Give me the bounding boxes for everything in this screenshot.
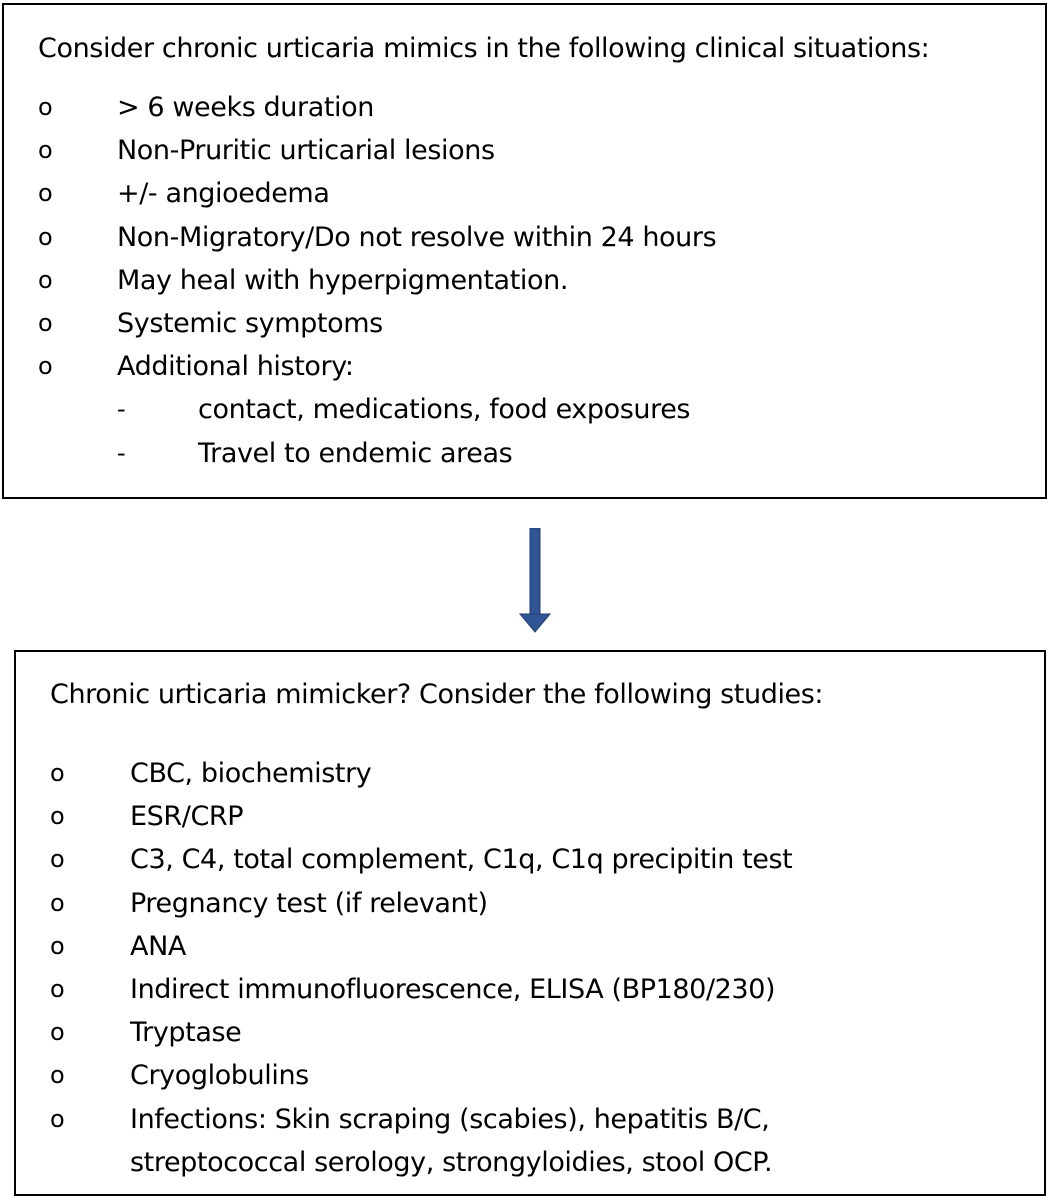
sub-list-item-text: Travel to endemic areas bbox=[198, 437, 513, 469]
list-item-text: C3, C4, total complement, C1q, C1q precipitin test bbox=[130, 844, 793, 876]
circle-bullet-icon: o bbox=[38, 136, 53, 165]
list-item-text: Cryoglobulins bbox=[130, 1060, 309, 1092]
studies-heading: Chronic urticaria mimicker? Consider the following studies: bbox=[50, 679, 824, 710]
circle-bullet-icon: o bbox=[50, 802, 65, 831]
list-item-text: Additional history: bbox=[117, 351, 354, 383]
list-item-text: ANA bbox=[130, 930, 186, 962]
dash-bullet-icon: - bbox=[117, 395, 126, 424]
studies-box bbox=[14, 650, 1046, 1196]
list-item-text: +/- angioedema bbox=[117, 178, 330, 210]
circle-bullet-icon: o bbox=[50, 1018, 65, 1047]
circle-bullet-icon: o bbox=[50, 974, 65, 1003]
list-item-text: CBC, biochemistry bbox=[130, 758, 372, 789]
circle-bullet-icon: o bbox=[38, 179, 53, 208]
circle-bullet-icon: o bbox=[50, 845, 65, 874]
list-item-text: Indirect immunofluorescence, ELISA (BP180/230) bbox=[130, 973, 776, 1005]
sub-list-item-text: contact, medications, food exposures bbox=[198, 394, 691, 426]
list-item-text: > 6 weeks duration bbox=[117, 92, 374, 123]
list-item-continuation-text: streptococcal serology, strongyloidies, stool OCP. bbox=[130, 1146, 773, 1178]
list-item-text: ESR/CRP bbox=[130, 801, 244, 833]
circle-bullet-icon: o bbox=[38, 308, 53, 337]
list-item-text: Non-Migratory/Do not resolve within 24 hours bbox=[117, 221, 717, 253]
circle-bullet-icon: o bbox=[50, 1061, 65, 1090]
circle-bullet-icon: o bbox=[38, 93, 53, 121]
list-item-text: Non-Pruritic urticarial lesions bbox=[117, 135, 495, 167]
circle-bullet-icon: o bbox=[50, 759, 65, 787]
list-item-text: Pregnancy test (if relevant) bbox=[130, 887, 488, 919]
circle-bullet-icon: o bbox=[50, 1104, 65, 1133]
clinical-situations-box bbox=[2, 3, 1047, 499]
list-item-text: Tryptase bbox=[130, 1017, 242, 1049]
circle-bullet-icon: o bbox=[38, 265, 53, 294]
list-item-text: Systemic symptoms bbox=[117, 307, 383, 339]
circle-bullet-icon: o bbox=[38, 222, 53, 251]
down-arrow-icon bbox=[518, 528, 552, 634]
circle-bullet-icon: o bbox=[38, 352, 53, 381]
dash-bullet-icon: - bbox=[117, 438, 126, 467]
circle-bullet-icon: o bbox=[50, 888, 65, 917]
clinical-situations-heading: Consider chronic urticaria mimics in the following clinical situations: bbox=[38, 33, 930, 64]
circle-bullet-icon: o bbox=[50, 931, 65, 960]
list-item-text: May heal with hyperpigmentation. bbox=[117, 264, 568, 296]
list-item-text: Infections: Skin scraping (scabies), hepatitis B/C, bbox=[130, 1103, 770, 1135]
